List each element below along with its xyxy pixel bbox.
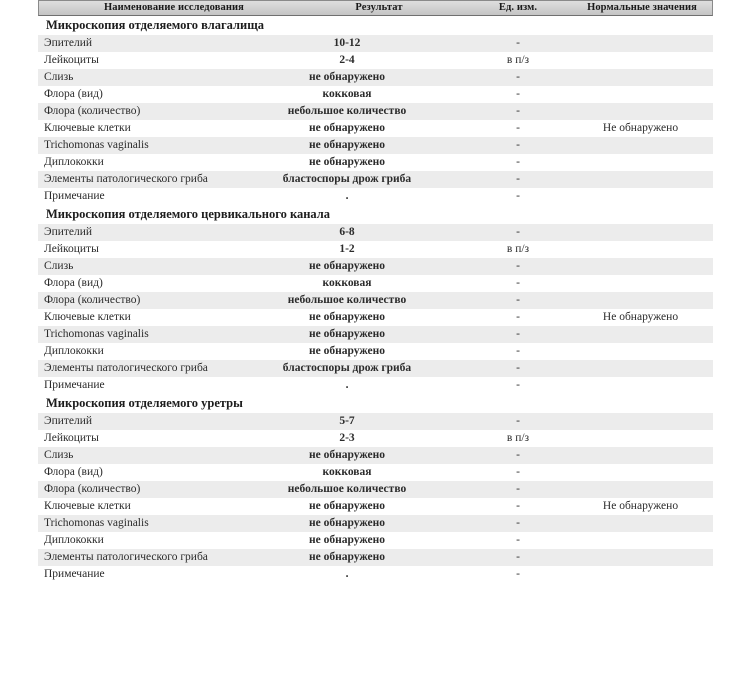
row-norm-cell	[568, 515, 713, 532]
section-header: Микроскопия отделяемого цервикального канала	[38, 205, 713, 224]
row-result-cell: не обнаружено	[309, 517, 385, 529]
row-name-cell: Trichomonas vaginalis	[44, 517, 149, 529]
microscopy-results-table	[38, 0, 713, 583]
row-unit-cell: -	[516, 568, 520, 580]
row-norm-cell	[568, 171, 713, 188]
row-unit-cell: -	[516, 122, 520, 134]
row-name-cell: Эпителий	[44, 37, 93, 49]
table-row	[38, 549, 713, 566]
row-name-cell: Элементы патологического гриба	[44, 551, 208, 563]
row-norm-cell	[568, 566, 713, 583]
row-unit-cell: -	[516, 345, 520, 357]
table-row	[38, 292, 713, 309]
row-unit-cell: -	[516, 260, 520, 272]
table-row	[38, 464, 713, 481]
row-norm-cell: Не обнаружено	[602, 311, 679, 323]
row-unit-cell: -	[516, 71, 520, 83]
row-result-cell: кокковая	[322, 88, 372, 100]
table-row	[38, 326, 713, 343]
row-norm-cell	[568, 258, 713, 275]
row-result-cell: не обнаружено	[309, 122, 385, 134]
row-result-cell: небольшое количество	[287, 105, 407, 117]
row-result-cell: кокковая	[322, 277, 372, 289]
row-norm-cell	[568, 292, 713, 309]
row-norm-cell	[568, 154, 713, 171]
row-norm-cell	[568, 532, 713, 549]
row-name-cell: Trichomonas vaginalis	[44, 328, 149, 340]
row-result-cell: 5-7	[339, 415, 355, 427]
row-unit-cell: -	[516, 466, 520, 478]
row-norm-cell	[568, 360, 713, 377]
table-row	[38, 515, 713, 532]
row-name-cell: Флора (количество)	[44, 483, 141, 495]
table-row	[38, 258, 713, 275]
row-name-cell: Эпителий	[44, 415, 93, 427]
row-norm-cell	[568, 343, 713, 360]
row-name-cell: Ключевые клетки	[44, 122, 131, 134]
row-name-cell: Диплококки	[44, 534, 104, 546]
row-unit-cell: -	[516, 226, 520, 238]
row-result-cell: не обнаружено	[309, 328, 385, 340]
table-body	[38, 16, 713, 583]
section-header: Микроскопия отделяемого влагалища	[38, 16, 713, 35]
row-result-cell: кокковая	[322, 466, 372, 478]
row-unit-cell: -	[516, 156, 520, 168]
table-row	[38, 224, 713, 241]
row-norm-cell	[568, 35, 713, 52]
row-name-cell: Лейкоциты	[44, 243, 99, 255]
row-name-cell: Ключевые клетки	[44, 311, 131, 323]
row-result-cell: не обнаружено	[309, 311, 385, 323]
row-norm-cell	[568, 69, 713, 86]
row-name-cell: Слизь	[44, 449, 74, 461]
row-name-cell: Элементы патологического гриба	[44, 362, 208, 374]
table-row	[38, 35, 713, 52]
column-header-result: Результат	[355, 2, 403, 13]
row-unit-cell: -	[516, 517, 520, 529]
row-result-cell: .	[345, 568, 349, 580]
row-name-cell: Trichomonas vaginalis	[44, 139, 149, 151]
row-result-cell: не обнаружено	[309, 345, 385, 357]
column-header-norm: Нормальные значения	[587, 2, 697, 13]
row-result-cell: не обнаружено	[309, 260, 385, 272]
table-row	[38, 86, 713, 103]
row-result-cell: небольшое количество	[287, 294, 407, 306]
row-result-cell: не обнаружено	[309, 500, 385, 512]
row-result-cell: бластоспоры дрож гриба	[282, 362, 412, 374]
row-unit-cell: -	[516, 88, 520, 100]
table-row	[38, 447, 713, 464]
row-name-cell: Диплококки	[44, 156, 104, 168]
row-norm-cell	[568, 52, 713, 69]
row-name-cell: Лейкоциты	[44, 54, 99, 66]
row-unit-cell: -	[516, 534, 520, 546]
row-name-cell: Примечание	[44, 568, 105, 580]
row-name-cell: Флора (количество)	[44, 105, 141, 117]
row-name-cell: Ключевые клетки	[44, 500, 131, 512]
row-norm-cell	[568, 224, 713, 241]
row-unit-cell: в п/з	[506, 243, 530, 255]
row-norm-cell	[568, 86, 713, 103]
table-row	[38, 377, 713, 394]
row-norm-cell	[568, 137, 713, 154]
row-norm-cell	[568, 241, 713, 258]
row-unit-cell: -	[516, 294, 520, 306]
table-row	[38, 241, 713, 258]
table-row	[38, 360, 713, 377]
row-unit-cell: -	[516, 362, 520, 374]
table-row	[38, 566, 713, 583]
table-row	[38, 343, 713, 360]
row-name-cell: Слизь	[44, 260, 74, 272]
table-row	[38, 120, 713, 137]
row-unit-cell: -	[516, 415, 520, 427]
row-result-cell: 6-8	[339, 226, 355, 238]
row-result-cell: не обнаружено	[309, 139, 385, 151]
table-row	[38, 309, 713, 326]
row-norm-cell	[568, 464, 713, 481]
row-result-cell: не обнаружено	[309, 449, 385, 461]
table-row	[38, 52, 713, 69]
row-norm-cell	[568, 481, 713, 498]
row-unit-cell: -	[516, 449, 520, 461]
row-unit-cell: -	[516, 379, 520, 391]
row-norm-cell	[568, 275, 713, 292]
row-name-cell: Диплококки	[44, 345, 104, 357]
row-norm-cell	[568, 103, 713, 120]
row-unit-cell: -	[516, 173, 520, 185]
row-result-cell: бластоспоры дрож гриба	[282, 173, 412, 185]
row-unit-cell: -	[516, 551, 520, 563]
row-norm-cell	[568, 413, 713, 430]
row-unit-cell: -	[516, 500, 520, 512]
row-result-cell: не обнаружено	[309, 156, 385, 168]
table-row	[38, 498, 713, 515]
row-result-cell: не обнаружено	[309, 551, 385, 563]
row-name-cell: Флора (вид)	[44, 88, 103, 100]
row-unit-cell: в п/з	[506, 54, 530, 66]
table-row	[38, 188, 713, 205]
row-name-cell: Лейкоциты	[44, 432, 99, 444]
column-header-unit: Ед. изм.	[498, 2, 538, 13]
row-result-cell: .	[345, 190, 349, 202]
row-unit-cell: в п/з	[506, 432, 530, 444]
row-result-cell: небольшое количество	[287, 483, 407, 495]
row-unit-cell: -	[516, 277, 520, 289]
row-name-cell: Флора (количество)	[44, 294, 141, 306]
row-result-cell: 10-12	[333, 37, 361, 49]
row-norm-cell	[568, 377, 713, 394]
table-header-row	[38, 0, 713, 16]
row-result-cell: .	[345, 379, 349, 391]
row-unit-cell: -	[516, 190, 520, 202]
row-unit-cell: -	[516, 37, 520, 49]
row-unit-cell: -	[516, 105, 520, 117]
table-row	[38, 137, 713, 154]
table-row	[38, 532, 713, 549]
row-result-cell: 2-3	[339, 432, 355, 444]
table-row	[38, 69, 713, 86]
row-norm-cell	[568, 549, 713, 566]
row-name-cell: Примечание	[44, 190, 105, 202]
row-result-cell: не обнаружено	[309, 71, 385, 83]
row-norm-cell: Не обнаружено	[602, 122, 679, 134]
table-row	[38, 103, 713, 120]
row-result-cell: 1-2	[339, 243, 355, 255]
table-row	[38, 481, 713, 498]
section-header: Микроскопия отделяемого уретры	[38, 394, 713, 413]
row-result-cell: 2-4	[339, 54, 355, 66]
row-unit-cell: -	[516, 139, 520, 151]
row-name-cell: Флора (вид)	[44, 466, 103, 478]
row-name-cell: Флора (вид)	[44, 277, 103, 289]
row-name-cell: Примечание	[44, 379, 105, 391]
table-row	[38, 154, 713, 171]
row-result-cell: не обнаружено	[309, 534, 385, 546]
row-name-cell: Слизь	[44, 71, 74, 83]
row-name-cell: Эпителий	[44, 226, 93, 238]
row-unit-cell: -	[516, 328, 520, 340]
row-norm-cell	[568, 447, 713, 464]
table-row	[38, 413, 713, 430]
table-row	[38, 275, 713, 292]
row-unit-cell: -	[516, 311, 520, 323]
column-header-name: Наименование исследования	[104, 2, 244, 13]
row-unit-cell: -	[516, 483, 520, 495]
table-row	[38, 171, 713, 188]
row-norm-cell	[568, 326, 713, 343]
table-row	[38, 430, 713, 447]
row-norm-cell	[568, 188, 713, 205]
row-norm-cell: Не обнаружено	[602, 500, 679, 512]
row-norm-cell	[568, 430, 713, 447]
row-name-cell: Элементы патологического гриба	[44, 173, 208, 185]
